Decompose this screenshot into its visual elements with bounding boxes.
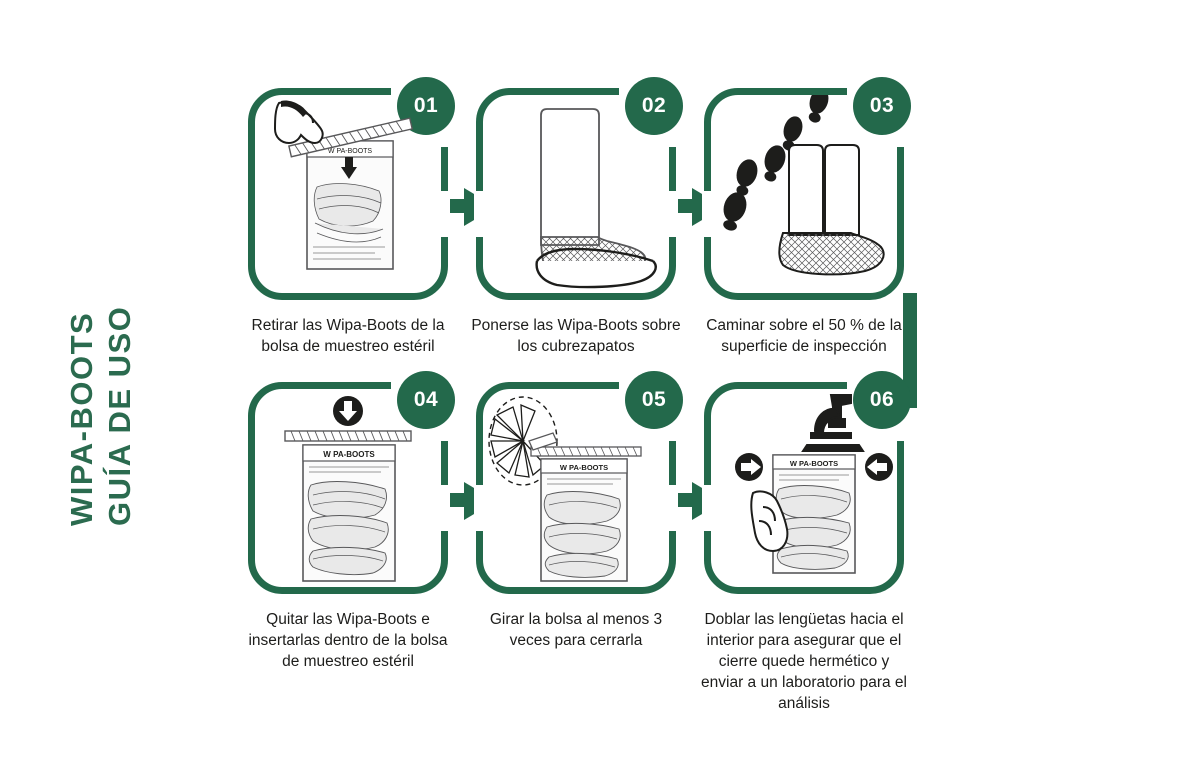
step-06-frame — [704, 382, 904, 594]
step-05-caption: Girar la bolsa al menos 3 veces para cerrarla — [489, 611, 663, 649]
step-04-caption: Quitar las Wipa-Boots e insertarlas dentro de la bolsa de muestreo estéril — [248, 611, 448, 670]
step-01-number: 01 — [397, 77, 455, 135]
bag-label: W PA-BOOTS — [327, 148, 373, 155]
inserting-boots-into-bag-icon — [255, 389, 441, 587]
step-06-number: 06 — [853, 371, 911, 429]
step-05-number: 05 — [625, 371, 683, 429]
step-02-number: 02 — [625, 77, 683, 135]
page-title-line-1: WIPA-BOOTS — [64, 311, 99, 526]
step-01-caption: Retirar las Wipa-Boots de la bolsa de muestreo estéril — [251, 317, 445, 355]
step-04 — [248, 382, 460, 673]
step-06 — [701, 382, 916, 715]
bag-label: W PA-BOOTS — [559, 463, 609, 472]
step-02-caption: Ponerse las Wipa-Boots sobre los cubrezapatos — [471, 317, 681, 355]
step-05-frame — [476, 382, 676, 594]
step-03-number: 03 — [853, 77, 911, 135]
folding-tabs-microscope-lab-icon — [711, 389, 897, 587]
rotating-bag-to-close-icon — [483, 389, 669, 587]
page-title-line-2: GUÍA DE USO — [102, 305, 137, 526]
step-04-frame — [248, 382, 448, 594]
page-title — [62, 236, 142, 536]
step-03-caption: Caminar sobre el 50 % de la superficie de inspección — [706, 317, 902, 355]
step-04-number: 04 — [397, 371, 455, 429]
bag-label: W PA-BOOTS — [323, 450, 375, 459]
bag-label: W PA-BOOTS — [789, 459, 839, 468]
step-05 — [476, 382, 688, 652]
step-06-caption: Doblar las lengüetas hacia el interior para asegurar que el cierre quede hermético y enviar a un laboratorio para el análisis — [701, 611, 907, 712]
